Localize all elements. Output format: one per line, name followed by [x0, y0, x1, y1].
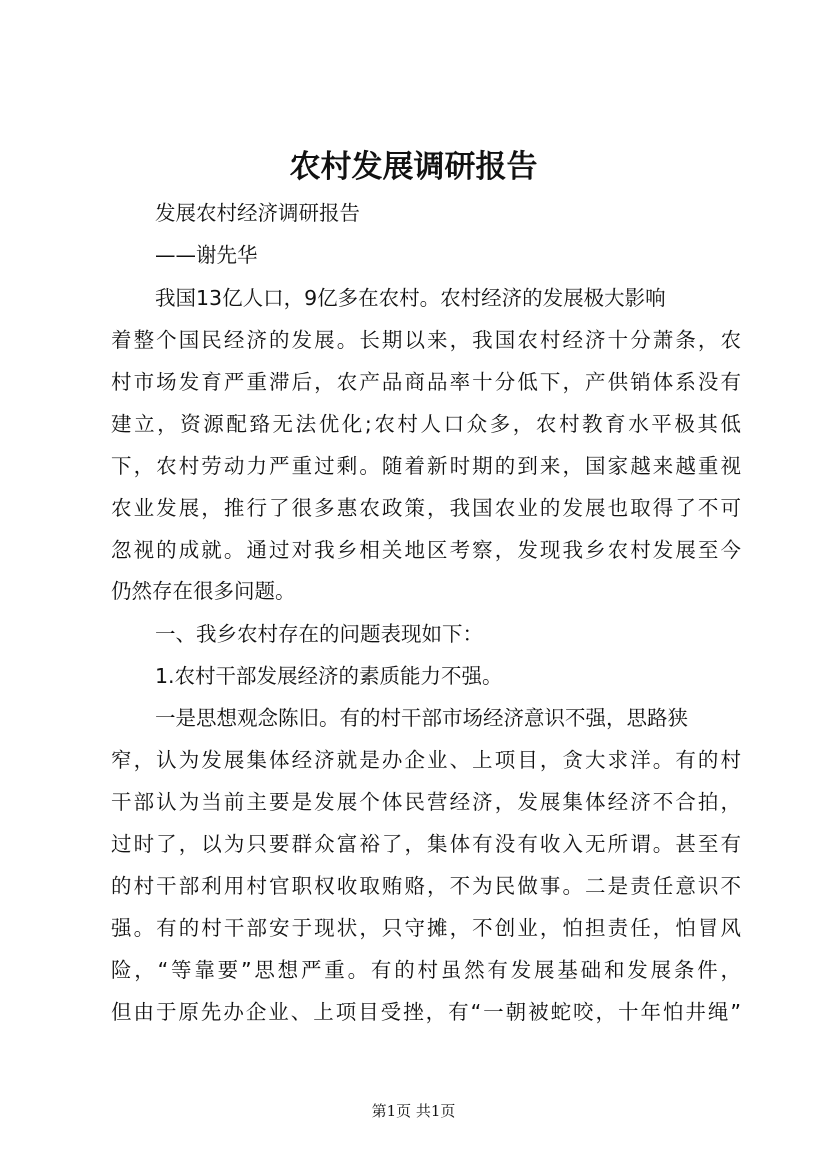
paragraph-line: 仍然存在很多问题。 [111, 579, 296, 603]
paragraph-line: 的村干部利用村官职权收取贿赂，不为民做事。二是责任意识不 [111, 874, 741, 898]
paragraph-line: 着整个国民经济的发展。长期以来，我国农村经济十分萧条，农 [111, 328, 741, 352]
paragraph-line: 险，“等靠要”思想严重。有的村虽然有发展基础和发展条件， [111, 958, 741, 982]
paragraph-line: 但由于原先办企业、上项目受挫，有“一朝被蛇咬，十年怕井绳” [111, 1000, 741, 1024]
document-author: ——谢先华 [155, 243, 258, 267]
paragraph-line: 我国13亿人口，9亿多在农村。农村经济的发展极大影响 [155, 286, 666, 310]
document-title: 农村发展调研报告 [289, 149, 538, 185]
subsection-heading: 1.农村干部发展经济的素质能力不强。 [155, 664, 503, 688]
page-number: 第1页 共1页 [371, 1102, 456, 1120]
section-heading: 一、我乡农村存在的问题表现如下： [155, 622, 483, 646]
paragraph-line: 农业发展，推行了很多惠农政策，我国农业的发展也取得了不可 [111, 496, 741, 520]
paragraph-line: 过时了，以为只要群众富裕了，集体有没有收入无所谓。甚至有 [111, 832, 741, 856]
paragraph-line: 一是思想观念陈旧。有的村干部市场经济意识不强，思路狭 [155, 706, 688, 730]
paragraph-line: 窄，认为发展集体经济就是办企业、上项目，贪大求洋。有的村 [111, 748, 741, 772]
paragraph-line: 建立，资源配臵无法优化;农村人口众多，农村教育水平极其低 [111, 412, 741, 436]
paragraph-line: 下，农村劳动力严重过剩。随着新时期的到来，国家越来越重视 [111, 454, 741, 478]
paragraph-line: 干部认为当前主要是发展个体民营经济，发展集体经济不合拍， [111, 790, 741, 814]
paragraph-line: 村市场发育严重滞后，农产品商品率十分低下，产供销体系没有 [111, 370, 741, 394]
paragraph-line: 忽视的成就。通过对我乡相关地区考察，发现我乡农村发展至今 [111, 538, 741, 562]
document-subtitle: 发展农村经济调研报告 [155, 201, 360, 225]
paragraph-line: 强。有的村干部安于现状，只守摊，不创业，怕担责任，怕冒风 [111, 916, 741, 940]
